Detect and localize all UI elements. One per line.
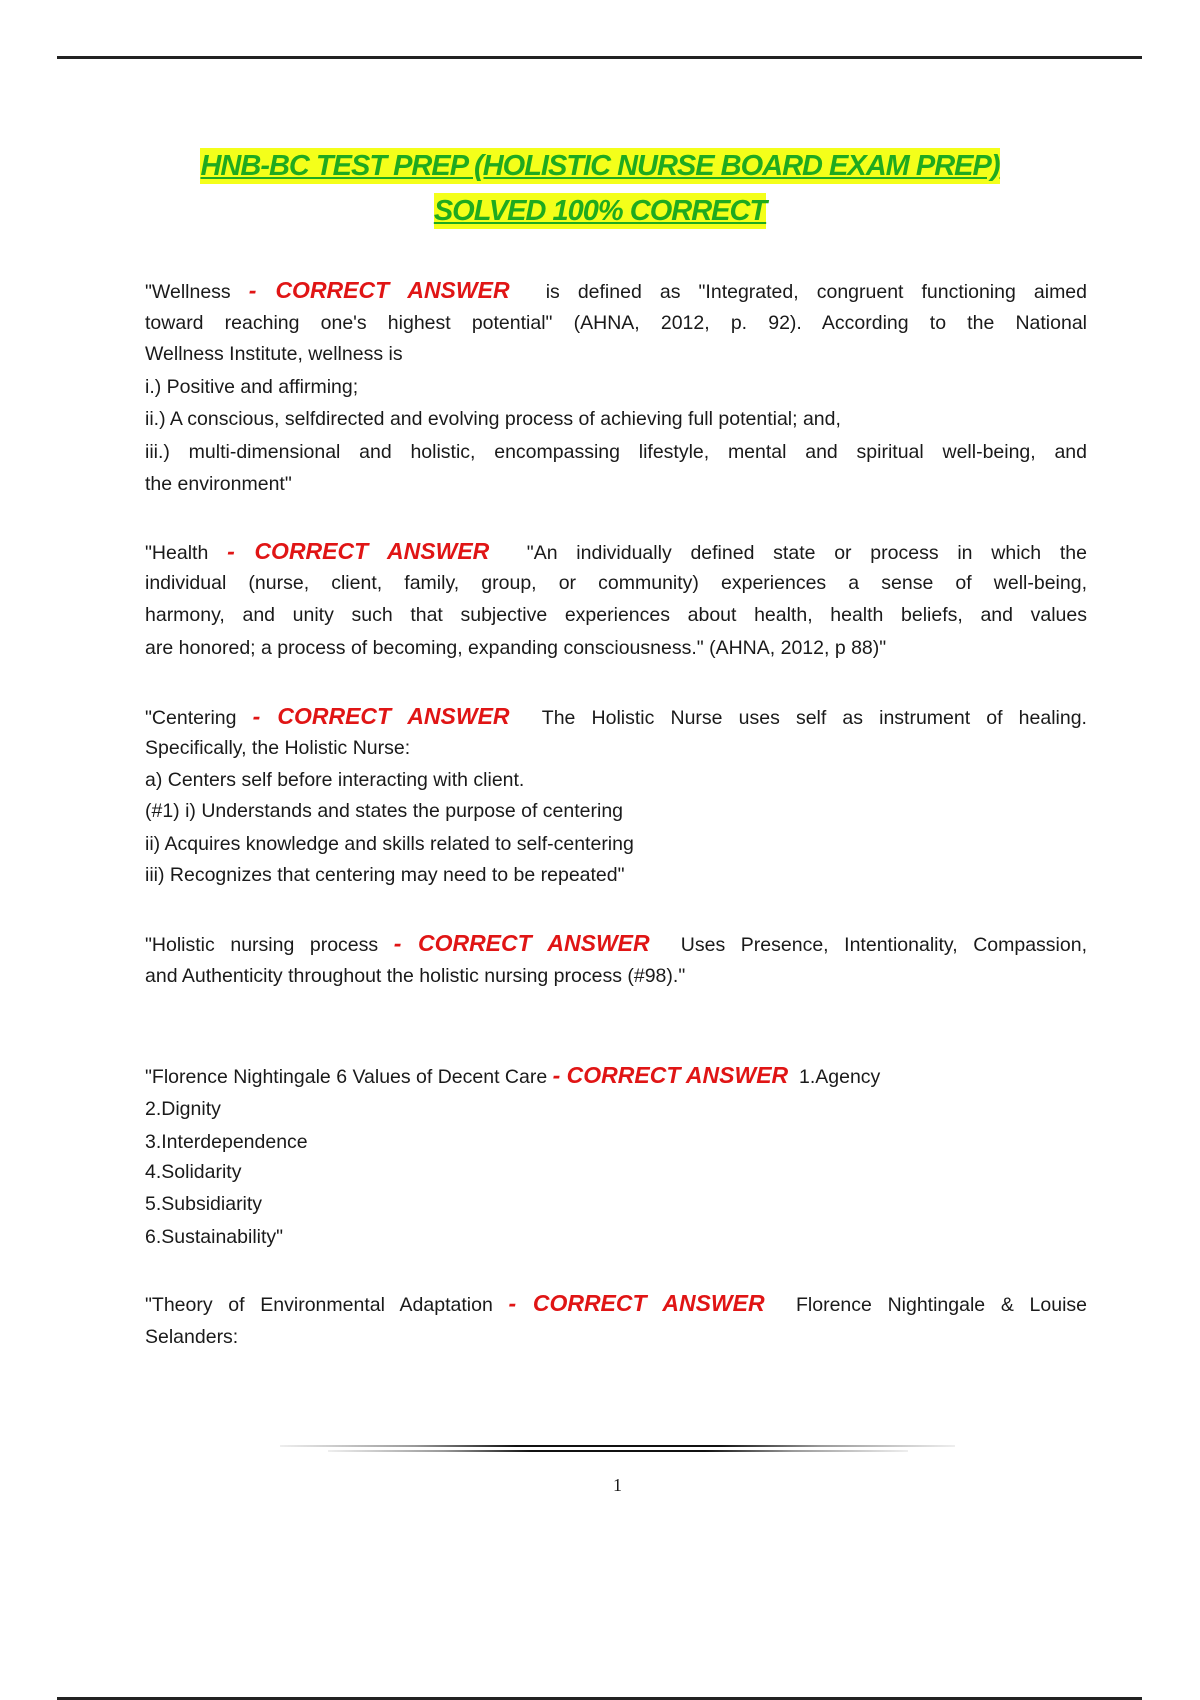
text-line: Selanders: — [145, 1326, 239, 1348]
text-line: individual (nurse, client, family, group, or community) experiences a sense of well-being, — [145, 572, 1087, 594]
document-title-line-2: SOLVED 100% CORRECT — [433, 195, 767, 227]
text-line: 6.Sustainability" — [145, 1226, 284, 1248]
qa-item-holistic-nursing-process: "Holistic nursing process - CORRECT ANSWER Uses Presence, Intentionality, Compassion, — [145, 930, 1088, 956]
header-rule — [57, 56, 1142, 59]
text-line: Specifically, the Holistic Nurse: — [145, 737, 411, 759]
page-number: 1 — [613, 1475, 622, 1495]
text-line: harmony, and unity such that subjective experiences about health, health beliefs, and values — [145, 604, 1087, 626]
document-title-line-1: HNB-BC TEST PREP (HOLISTIC NURSE BOARD EXAM PREP) — [200, 150, 1000, 182]
text-line: 4.Solidarity — [145, 1161, 242, 1183]
text-line: 5.Subsidiarity — [145, 1193, 263, 1215]
text-line: ii.) A conscious, selfdirected and evolving process of achieving full potential; and, — [145, 408, 841, 430]
text-line: and Authenticity throughout the holistic nursing process (#98)." — [145, 965, 686, 987]
text-line: iii.) multi-dimensional and holistic, encompassing lifestyle, mental and spiritual well-being, and — [145, 441, 1087, 463]
text-line: i.) Positive and affirming; — [145, 376, 359, 398]
qa-item-environmental-adaptation: "Theory of Environmental Adaptation - CORRECT ANSWER Florence Nightingale & Louise — [145, 1290, 1087, 1316]
text-line: ii) Acquires knowledge and skills related to self-centering — [145, 833, 634, 855]
text-line: toward reaching one's highest potential" (AHNA, 2012, p. 92). According to the National — [145, 312, 1087, 334]
text-line: Wellness Institute, wellness is — [145, 343, 403, 365]
text-line: a) Centers self before interacting with client. — [145, 769, 525, 791]
text-line: 3.Interdependence — [145, 1131, 308, 1153]
qa-item-centering: "Centering - CORRECT ANSWER The Holistic Nurse uses self as instrument of healing. — [145, 703, 1087, 729]
qa-item-health: "Health - CORRECT ANSWER "An individually defined state or process in which the — [145, 538, 1087, 564]
text-line: are honored; a process of becoming, expanding consciousness." (AHNA, 2012, p 88)" — [145, 637, 887, 659]
text-line: 2.Dignity — [145, 1098, 221, 1120]
text-line: (#1) i) Understands and states the purpose of centering — [145, 800, 624, 822]
text-line: iii) Recognizes that centering may need to be repeated" — [145, 864, 625, 886]
text-line: the environment" — [145, 473, 292, 495]
footer-rule — [280, 1445, 955, 1447]
qa-item-nightingale-values: "Florence Nightingale 6 Values of Decent Care - CORRECT ANSWER 1.Agency — [145, 1062, 881, 1088]
qa-item-wellness: "Wellness - CORRECT ANSWER is defined as "Integrated, congruent functioning aimed — [145, 277, 1087, 303]
footer-rule-2 — [328, 1450, 908, 1452]
